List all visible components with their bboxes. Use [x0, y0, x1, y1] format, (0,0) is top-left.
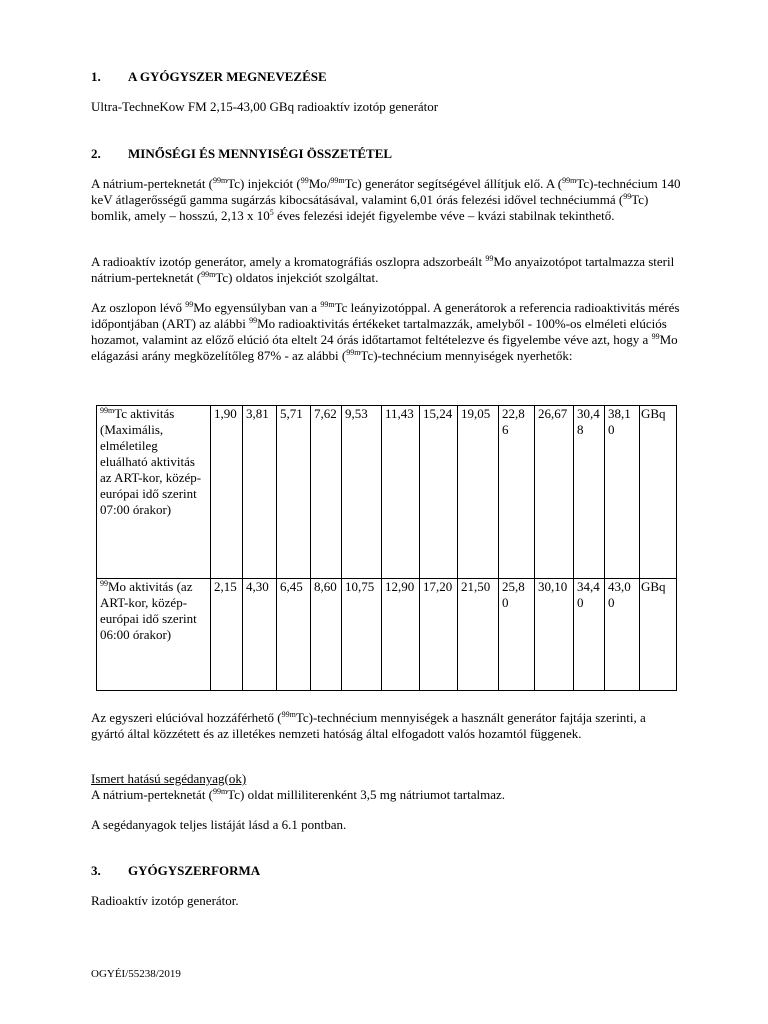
table-row-tc-activity	[97, 406, 677, 579]
section-2-number: 2.	[91, 146, 101, 161]
section-1-number: 1.	[91, 69, 101, 84]
table-cell: 22,86	[499, 406, 535, 579]
table-cell: 4,30	[243, 579, 277, 691]
table-cell: 15,24	[420, 406, 458, 579]
table-cell: 30,10	[535, 579, 574, 691]
activity-table	[96, 405, 677, 691]
product-name: Ultra-TechneKow FM 2,15-43,00 GBq radioaktív izotóp generátor	[91, 99, 439, 114]
table-cell: 2,15	[211, 579, 243, 691]
section-2-title: MINŐSÉGI ÉS MENNYISÉGI ÖSSZETÉTEL	[128, 146, 393, 161]
table-cell: 26,67	[535, 406, 574, 579]
unit-cell: GBq	[640, 406, 677, 579]
table-cell: 43,00	[605, 579, 640, 691]
table-cell: 12,90	[382, 579, 420, 691]
table-cell: 19,05	[458, 406, 499, 579]
table-cell: 30,48	[574, 406, 605, 579]
table-cell: 3,81	[243, 406, 277, 579]
tc-activity-label: $^{99m}$Tc aktivitás (Maximális, elméletileg eluálható aktivitás az ART-kor, közép-európai idő szerint 07:00 órakor)	[97, 406, 211, 579]
table-cell: 17,20	[420, 579, 458, 691]
section-3-heading	[91, 863, 260, 879]
composition-paragraph-4: Az egyszeri elúcióval hozzáférhető ($^{99m}$Tc)-technécium mennyiségek a használt generátor fajtája szerinti, a gyártó által közzétett és az illetékes nemzeti hatóság által elfogadott valós hozamtól függenek.	[91, 710, 646, 741]
section-3-number: 3.	[91, 863, 101, 878]
mo-activity-label: $^{99}$Mo aktivitás (az ART-kor, közép-európai idő szerint 06:00 órakor)	[97, 579, 211, 691]
table-row-mo-activity	[97, 579, 677, 691]
table-cell: 34,40	[574, 579, 605, 691]
document-reference-footer: OGYÉI/55238/2019	[91, 968, 181, 980]
composition-paragraph-1: A nátrium-perteknetát ($^{99m}$Tc) injekciót ($^{99}$Mo/$^{99m}$Tc) generátor segítségével állítjuk elő. A ($^{99m}$Tc)-technécium 140 keV átlagerősségű gamma sugárzás kibocsátásával, valamint 6,01 órás felezési idővel technéciummá ($^{99}$Tc) bomlik, amely – hosszú, 2,13 x $10^5$ éves felezési idejét figyelembe véve – kvázi stabilnak tekinthető.	[91, 176, 681, 223]
unit-cell: GBq	[640, 579, 677, 691]
sodium-content-text: A nátrium-perteknetát ($^{99m}$Tc) oldat milliliterenként 3,5 mg nátriumot tartalmaz.	[91, 787, 506, 802]
section-1-heading	[91, 69, 327, 85]
table-cell: 21,50	[458, 579, 499, 691]
table-cell: 25,80	[499, 579, 535, 691]
table-cell: 7,62	[311, 406, 342, 579]
excipient-list-reference: A segédanyagok teljes listáját lásd a 6.1 pontban.	[91, 817, 347, 832]
table-cell: 10,75	[342, 579, 382, 691]
table-cell: 11,43	[382, 406, 420, 579]
composition-paragraph-3: Az oszlopon lévő $^{99}$Mo egyensúlyban van a $^{99m}$Tc leányizotóppal. A generátorok a referencia radioaktivitás mérés időpontjában (ART) az alábbi $^{99}$Mo radioaktivitás értékeket tartalmazzák, amelyből - 100%-os elméleti elúciós hozamot, valamint az előző elúció óta eltelt 24 órás időtartamot feltételezve és figyelembe véve azt, hogy a $^{99}$Mo elágazási arány megközelítőleg 87% - az alábbi ($^{99m}$Tc)-technécium mennyiségek nyerhetők:	[91, 300, 680, 363]
table-cell: 38,10	[605, 406, 640, 579]
table-cell: 6,45	[277, 579, 311, 691]
pharmaceutical-form: Radioaktív izotóp generátor.	[91, 893, 239, 908]
table-cell: 5,71	[277, 406, 311, 579]
table-cell: 9,53	[342, 406, 382, 579]
table-cell: 8,60	[311, 579, 342, 691]
section-2-heading	[91, 146, 392, 162]
section-3-title: GYÓGYSZERFORMA	[128, 863, 261, 878]
excipient-heading: Ismert hatású segédanyag(ok)	[91, 771, 247, 786]
table-cell: 1,90	[211, 406, 243, 579]
composition-paragraph-2: A radioaktív izotóp generátor, amely a kromatográfiás oszlopra adszorbeált $^{99}$Mo anyaizotópot tartalmazza steril nátrium-perteknetát ($^{99m}$Tc) oldatos injekciót szolgáltat.	[91, 254, 675, 285]
section-1-title: A GYÓGYSZER MEGNEVEZÉSE	[128, 69, 327, 84]
